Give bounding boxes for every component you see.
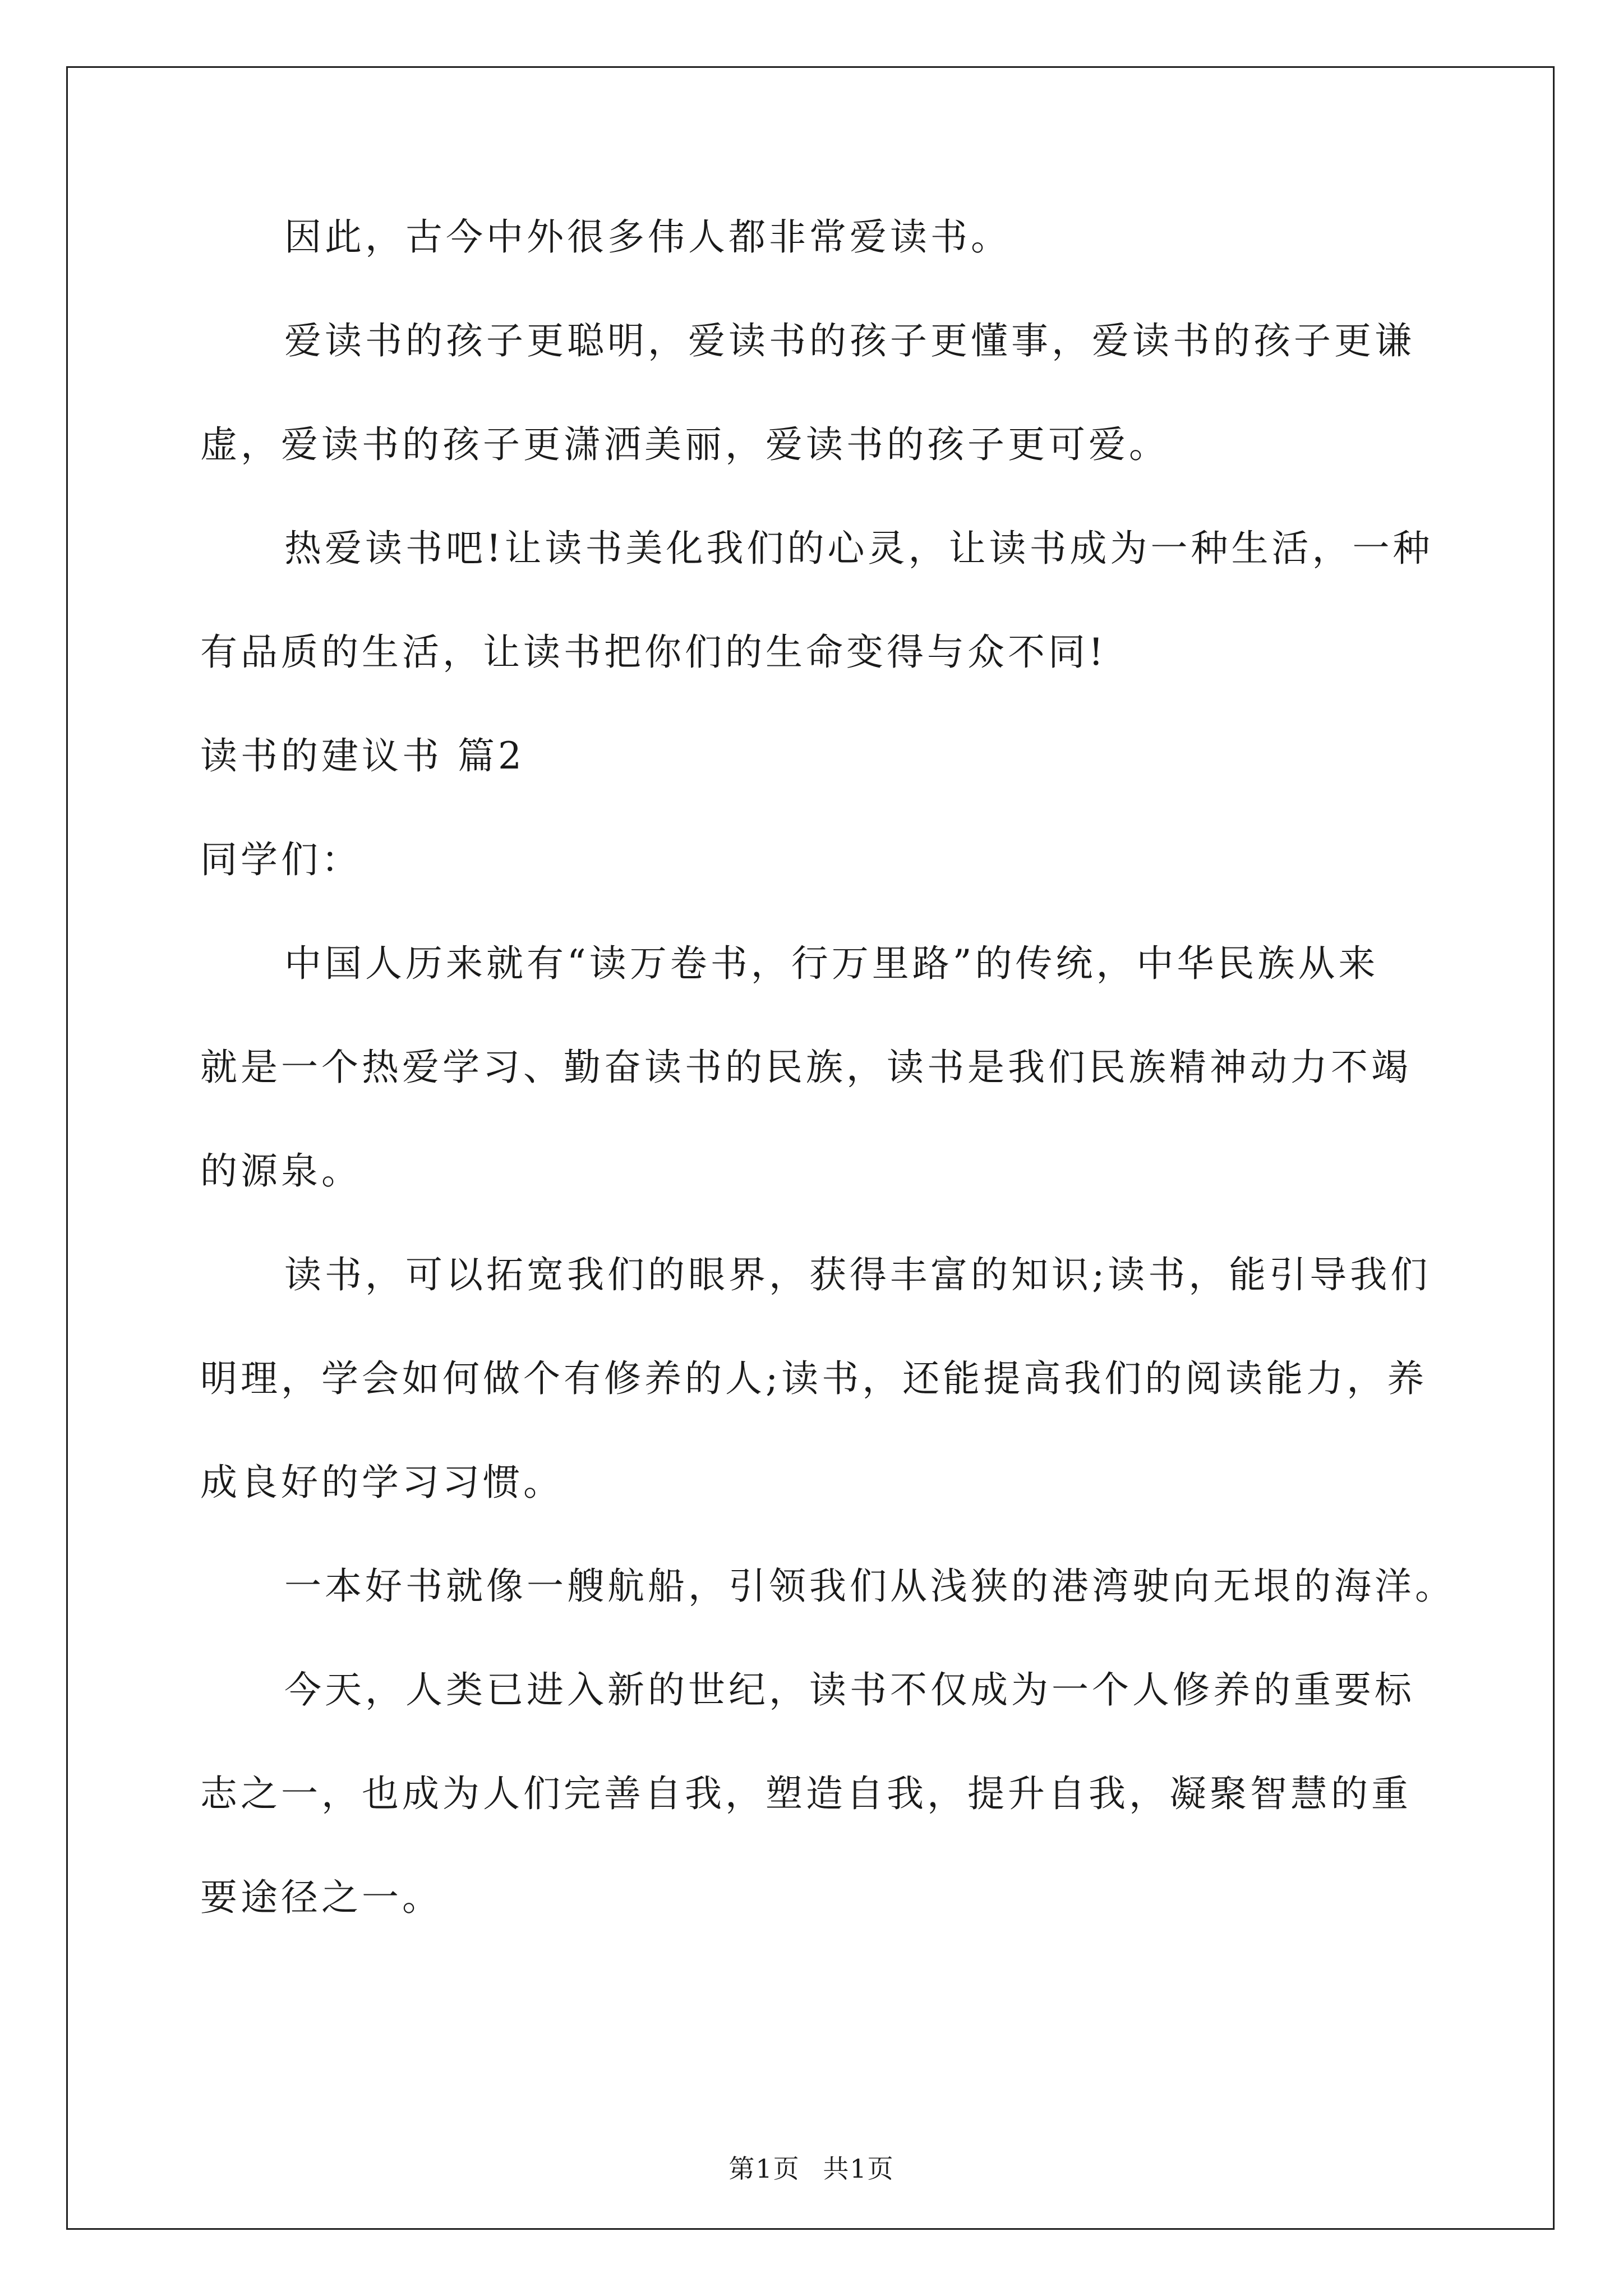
paragraph-line: 中国人历来就有“读万卷书，行万里路”的传统，中华民族从来 [284, 942, 1379, 985]
paragraph-line: 一本好书就像一艘航船，引领我们从浅狭的港湾驶向无垠的海洋。 [284, 1565, 1455, 1608]
paragraph-line: 要途径之一。 [200, 1876, 442, 1919]
paragraph-line: 热爱读书吧!让读书美化我们的心灵，让读书成为一种生活，一种 [284, 527, 1433, 570]
paragraph-line: 今天，人类已进入新的世纪，读书不仅成为一个人修养的重要标 [284, 1668, 1415, 1711]
page-number: 第1页 [728, 2154, 800, 2184]
paragraph-line: 明理，学会如何做个有修养的人;读书，还能提高我们的阅读能力，养 [200, 1357, 1428, 1400]
paragraph-line: 有品质的生活，让读书把你们的生命变得与众不同! [200, 631, 1107, 674]
paragraph-line: 的源泉。 [200, 1149, 362, 1193]
paragraph-line: 爱读书的孩子更聪明，爱读书的孩子更懂事，爱读书的孩子更谦 [284, 319, 1415, 362]
paragraph-line: 就是一个热爱学习、勤奋读书的民族，读书是我们民族精神动力不竭 [200, 1046, 1412, 1089]
paragraph-line: 读书，可以拓宽我们的眼界，获得丰富的知识;读书，能引导我们 [284, 1253, 1431, 1296]
page-footer [0, 2148, 1623, 2185]
paragraph-line: 志之一，也成为人们完善自我，塑造自我，提升自我，凝聚智慧的重 [200, 1772, 1412, 1815]
paragraph-line: 因此，古今中外很多伟人都非常爱读书。 [284, 215, 1011, 259]
section-heading: 读书的建议书 篇2 [200, 734, 525, 777]
paragraph-line: 成良好的学习习惯。 [200, 1461, 564, 1504]
page-count: 共1页 [823, 2154, 895, 2184]
salutation: 同学们： [200, 838, 362, 881]
paragraph-line: 虚，爱读书的孩子更潇洒美丽，爱读书的孩子更可爱。 [200, 423, 1169, 466]
